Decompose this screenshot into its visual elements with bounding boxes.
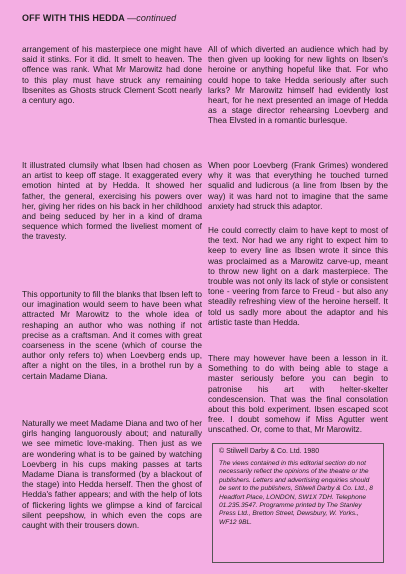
article-title: [22, 13, 176, 23]
paragraph-text: arrangement of his masterpiece one might have said it stinks. For it did. It smelt to heaven. The offence was rank. What Mr Marowitz had done to this play must have struck any remaining Ibsenites as Ghosts struck Clement Scott nearly a century ago.: [22, 44, 202, 106]
editorial-disclaimer: The views contained in this editorial section do not necessarily reflect the opinions of the theatre or the publishers. Letters and advertising enquiries should be sent to the publishers, Stilwell Darby & Co. Ltd., 8 Headfort Place, LONDON, SW1X 7DH. Telephone 01.235.3547. Programme printed by The Stanley Press Ltd., Bretton Street, Dewsbury, W. Yorks., WF12 9BL.: [219, 460, 373, 526]
paragraph-text: All of which diverted an audience which had by then given up looking for new lights on Ibsen's heroine or anything hopeful like that. For who could hope to take Hedda seriously after such larks? Mr Marowitz himself had evidently lost heart, for he next presented an image of Hedda as a stage director rehearsing Loevberg and Thea Elvsted in a romantic burlesque.: [208, 44, 388, 126]
copyright-line: © Stilwell Darby & Co. Ltd. 1980: [219, 448, 320, 455]
paragraph-text: It illustrated clumsily what Ibsen had chosen as an artist to keep off stage. It exaggerated every emotion hinted at by Hedda. It showed her father, the general, exercising his powers over her, giving her rides on his back in her childhood and being seduced by her in a kind of drama sequence which formed the liveliest moment of the travesty.: [22, 160, 202, 242]
continued-label: —continued: [127, 13, 177, 23]
left-paragraph-4: [22, 418, 202, 530]
paragraph-text: He could correctly claim to have kept to most of the text. Nor had we any right to expect him to keep to every line as Ibsen wrote it since this was proclaimed as a Marowitz carve-up, meant to throw new light on a dark masterpiece. The trouble was not only its lack of style or consistent tone - veering from farce to Freud - but also any steadily refreshing view of the heroine herself. It told us sadly more about the adaptor and his artistic taste than Hedda.: [208, 225, 388, 327]
paragraph-text: There may however have been a lesson in it. Something to do with being able to stage a master seriously before you can begin to patronise his art with helter-skelter condescension. That was the final consolation about this bold experiment. Ibsen escaped scot free. I doubt somehow if Miss Agutter went unscathed. Or, come to that, Mr Marowitz.: [208, 353, 388, 435]
right-paragraph-2: [208, 160, 388, 211]
paragraph-text: This opportunity to fill the blanks that Ibsen left to our imagination would seem to have been what attracted Mr Marowitz to the whole idea of reshaping an author who was nothing if not precise as a craftsman. And it comes with great coarseness in the scene (which of course the author only refers to) when Loevberg ends up, after a night on the tiles, in a brothel run by a certain Madame Diana.: [22, 289, 202, 381]
title-text: OFF WITH THIS HEDDA: [22, 13, 125, 23]
left-paragraph-1: [22, 44, 202, 105]
paragraph-text: Naturally we meet Madame Diana and two of her girls hanging languorously about; and naturally we see mimetic love-making. Then just as we are wondering what is to be gained by watching Loevberg in his cups making passes at tarts Madame Diana is transformed (by a blackout of the stage) into Hedda herself. Then the ghost of Hedda's father appears; and with the help of lots of flickering lights we glimpse a kind of farcical silent peepshow, in which even the cops are caught with their trousers down.: [22, 418, 202, 531]
right-paragraph-1: [208, 44, 388, 126]
right-paragraph-3: [208, 225, 388, 327]
publisher-credits-box: [212, 443, 384, 563]
right-paragraph-4: [208, 353, 388, 435]
left-paragraph-2: [22, 160, 202, 242]
left-paragraph-3: [22, 289, 202, 381]
paragraph-text: When poor Loevberg (Frank Grimes) wondered why it was that everything he touched turned squalid and ludicrous (a line from Ibsen by the way) it was hard not to imagine that the same anxiety had struck this adaptor.: [208, 160, 388, 211]
